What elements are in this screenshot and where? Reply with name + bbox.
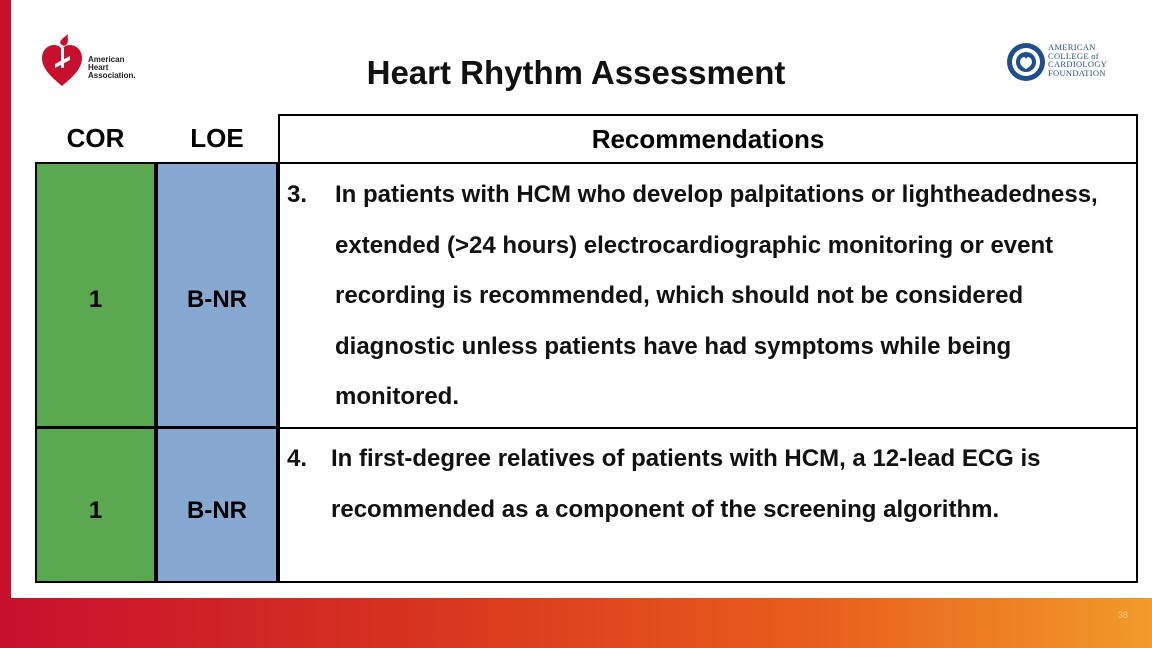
acc-logo-text: AMERICAN COLLEGE of CARDIOLOGY FOUNDATION — [1048, 42, 1108, 78]
page-title: Heart Rhythm Assessment — [366, 54, 786, 91]
recommendation-3 — [287, 170, 1137, 423]
aha-logo-text: American Heart Association. — [88, 55, 136, 80]
recommendation-number: 3. — [287, 181, 308, 208]
recommendation-text: In patients with HCM who develop palpitations or lightheadedness, extended (>24 hours) electrocardiographic monitoring or event recording is recommended, which should not be considered diagnostic unless patients have had symptoms while being monitored. — [335, 181, 1098, 410]
loe-cell-row-2: B-NR — [156, 427, 278, 583]
loe-column-header: LOE — [190, 123, 244, 153]
cor-cell-row-2: 1 — [35, 427, 156, 583]
footer-gradient-band — [0, 598, 1152, 648]
cor-cell-row-1: 1 — [35, 162, 156, 428]
page-number: 38 — [1117, 610, 1128, 620]
recommendation-number: 4. — [287, 445, 308, 472]
recommendations-column-header: Recommendations — [591, 124, 825, 154]
header-divider — [278, 162, 1138, 164]
loe-cell-row-1: B-NR — [156, 162, 278, 428]
row-divider — [35, 427, 1138, 429]
recommendation-4 — [287, 434, 1142, 535]
recommendation-text: In first-degree relatives of patients with HCM, a 12-lead ECG is recommended as a component of the screening algorithm. — [331, 445, 1041, 523]
cor-column-header: COR — [66, 123, 125, 153]
